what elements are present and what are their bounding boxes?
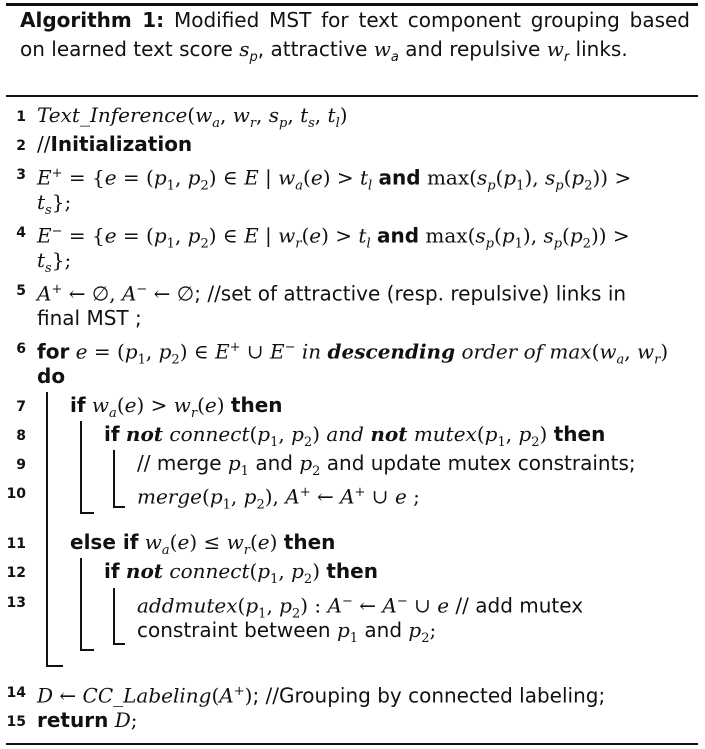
line5-comment: ; //set of attractive (resp. repulsive) links in bbox=[194, 281, 627, 306]
kw-else-if: else if bbox=[70, 530, 139, 554]
caption-rule bbox=[6, 95, 698, 97]
kw-in: in bbox=[301, 339, 322, 364]
algo-line-5-cont: final MST ; bbox=[37, 306, 142, 330]
if-block-end bbox=[80, 512, 94, 514]
line-number: 13 bbox=[6, 595, 26, 611]
caption-wr-sub: r bbox=[563, 50, 570, 65]
kw-then: then bbox=[326, 559, 378, 583]
elseif-block-end bbox=[80, 649, 94, 651]
kw-then: then bbox=[283, 530, 336, 554]
kw-for: for bbox=[37, 339, 70, 364]
bottom-rule bbox=[6, 743, 698, 745]
inner-elseif-block-end bbox=[113, 643, 125, 645]
if-block-line bbox=[80, 421, 82, 513]
fn-cc-labeling: CC_Labeling bbox=[82, 683, 212, 708]
algorithm-label: Algorithm 1: bbox=[20, 8, 165, 32]
line-number: 5 bbox=[16, 283, 26, 299]
fn-max: max bbox=[426, 165, 470, 190]
line-number: 9 bbox=[16, 457, 26, 473]
fn-connect: connect bbox=[169, 422, 250, 446]
caption-mid2: and repulsive bbox=[398, 37, 547, 61]
line14-comment: ; //Grouping by connected labeling; bbox=[252, 683, 606, 708]
kw-and: and bbox=[378, 165, 421, 190]
line-number: 11 bbox=[6, 536, 26, 552]
line-number: 7 bbox=[16, 399, 26, 415]
fn-addmutex: addmutex bbox=[137, 593, 238, 618]
algo-line-3-cont: $t_s$}; bbox=[37, 190, 72, 218]
comment-slashes: // bbox=[37, 132, 51, 156]
kw-not: not bbox=[125, 422, 164, 446]
fn-mutex: mutex bbox=[413, 422, 477, 446]
kw-if: if bbox=[104, 422, 120, 446]
line13-cont: constraint between bbox=[137, 618, 331, 642]
kw-then: then bbox=[553, 422, 606, 446]
caption-sp: s bbox=[239, 37, 250, 61]
caption-wr: w bbox=[546, 37, 564, 61]
algo-line-13-cont: constraint between $p_1$ and $p_2$; bbox=[137, 618, 437, 646]
kw-then: then bbox=[230, 393, 283, 417]
kw-not: not bbox=[370, 422, 408, 446]
line-number: 1 bbox=[16, 109, 26, 125]
line-number: 8 bbox=[16, 428, 26, 444]
line13-comment: // add mutex bbox=[455, 593, 584, 618]
line9-comment: // merge bbox=[137, 451, 222, 475]
kw-order-of: order of bbox=[461, 339, 544, 364]
fn-connect: connect bbox=[169, 559, 250, 583]
line-number: 6 bbox=[16, 341, 26, 357]
inner-if-block-end bbox=[113, 506, 125, 508]
kw-do: do bbox=[37, 364, 66, 388]
fn-max: max bbox=[425, 223, 468, 248]
line-number: 14 bbox=[6, 685, 26, 701]
kw-not: not bbox=[125, 559, 164, 583]
fn-merge: merge bbox=[137, 484, 202, 509]
elseif-block-line bbox=[80, 558, 82, 650]
line-number: 10 bbox=[6, 486, 26, 502]
for-block-line bbox=[46, 392, 48, 666]
inner-if-block-line bbox=[113, 450, 115, 507]
inner-elseif-block-line bbox=[113, 588, 115, 644]
algorithm-caption bbox=[20, 6, 690, 72]
fn-text-inference: Text_Inference bbox=[37, 103, 188, 127]
line-number: 4 bbox=[16, 225, 26, 241]
kw-descending: descending bbox=[327, 339, 456, 364]
kw-and-italic: and bbox=[326, 422, 364, 446]
line-number: 2 bbox=[16, 138, 26, 154]
kw-if: if bbox=[104, 559, 120, 583]
initialization-heading: Initialization bbox=[50, 132, 193, 156]
kw-and: and bbox=[377, 223, 420, 248]
line-number: 12 bbox=[6, 565, 26, 581]
kw-return: return bbox=[37, 708, 109, 732]
kw-if: if bbox=[70, 393, 86, 417]
caption-end: links. bbox=[569, 37, 628, 61]
line-number: 3 bbox=[16, 167, 26, 183]
caption-wa: w bbox=[373, 37, 391, 61]
caption-text: Modified MST for text component grouping based on learned text score bbox=[20, 8, 690, 61]
caption-mid1: , attractive bbox=[257, 37, 374, 61]
algo-line-4-cont: $t_s$}; bbox=[37, 248, 72, 276]
caption-wa-sub: a bbox=[390, 50, 399, 65]
line-number: 15 bbox=[6, 714, 26, 730]
for-block-end bbox=[46, 665, 63, 667]
caption-sp-sub: p bbox=[249, 50, 258, 65]
line9-rest: and update mutex constraints; bbox=[326, 451, 636, 475]
line9-and: and bbox=[255, 451, 293, 475]
